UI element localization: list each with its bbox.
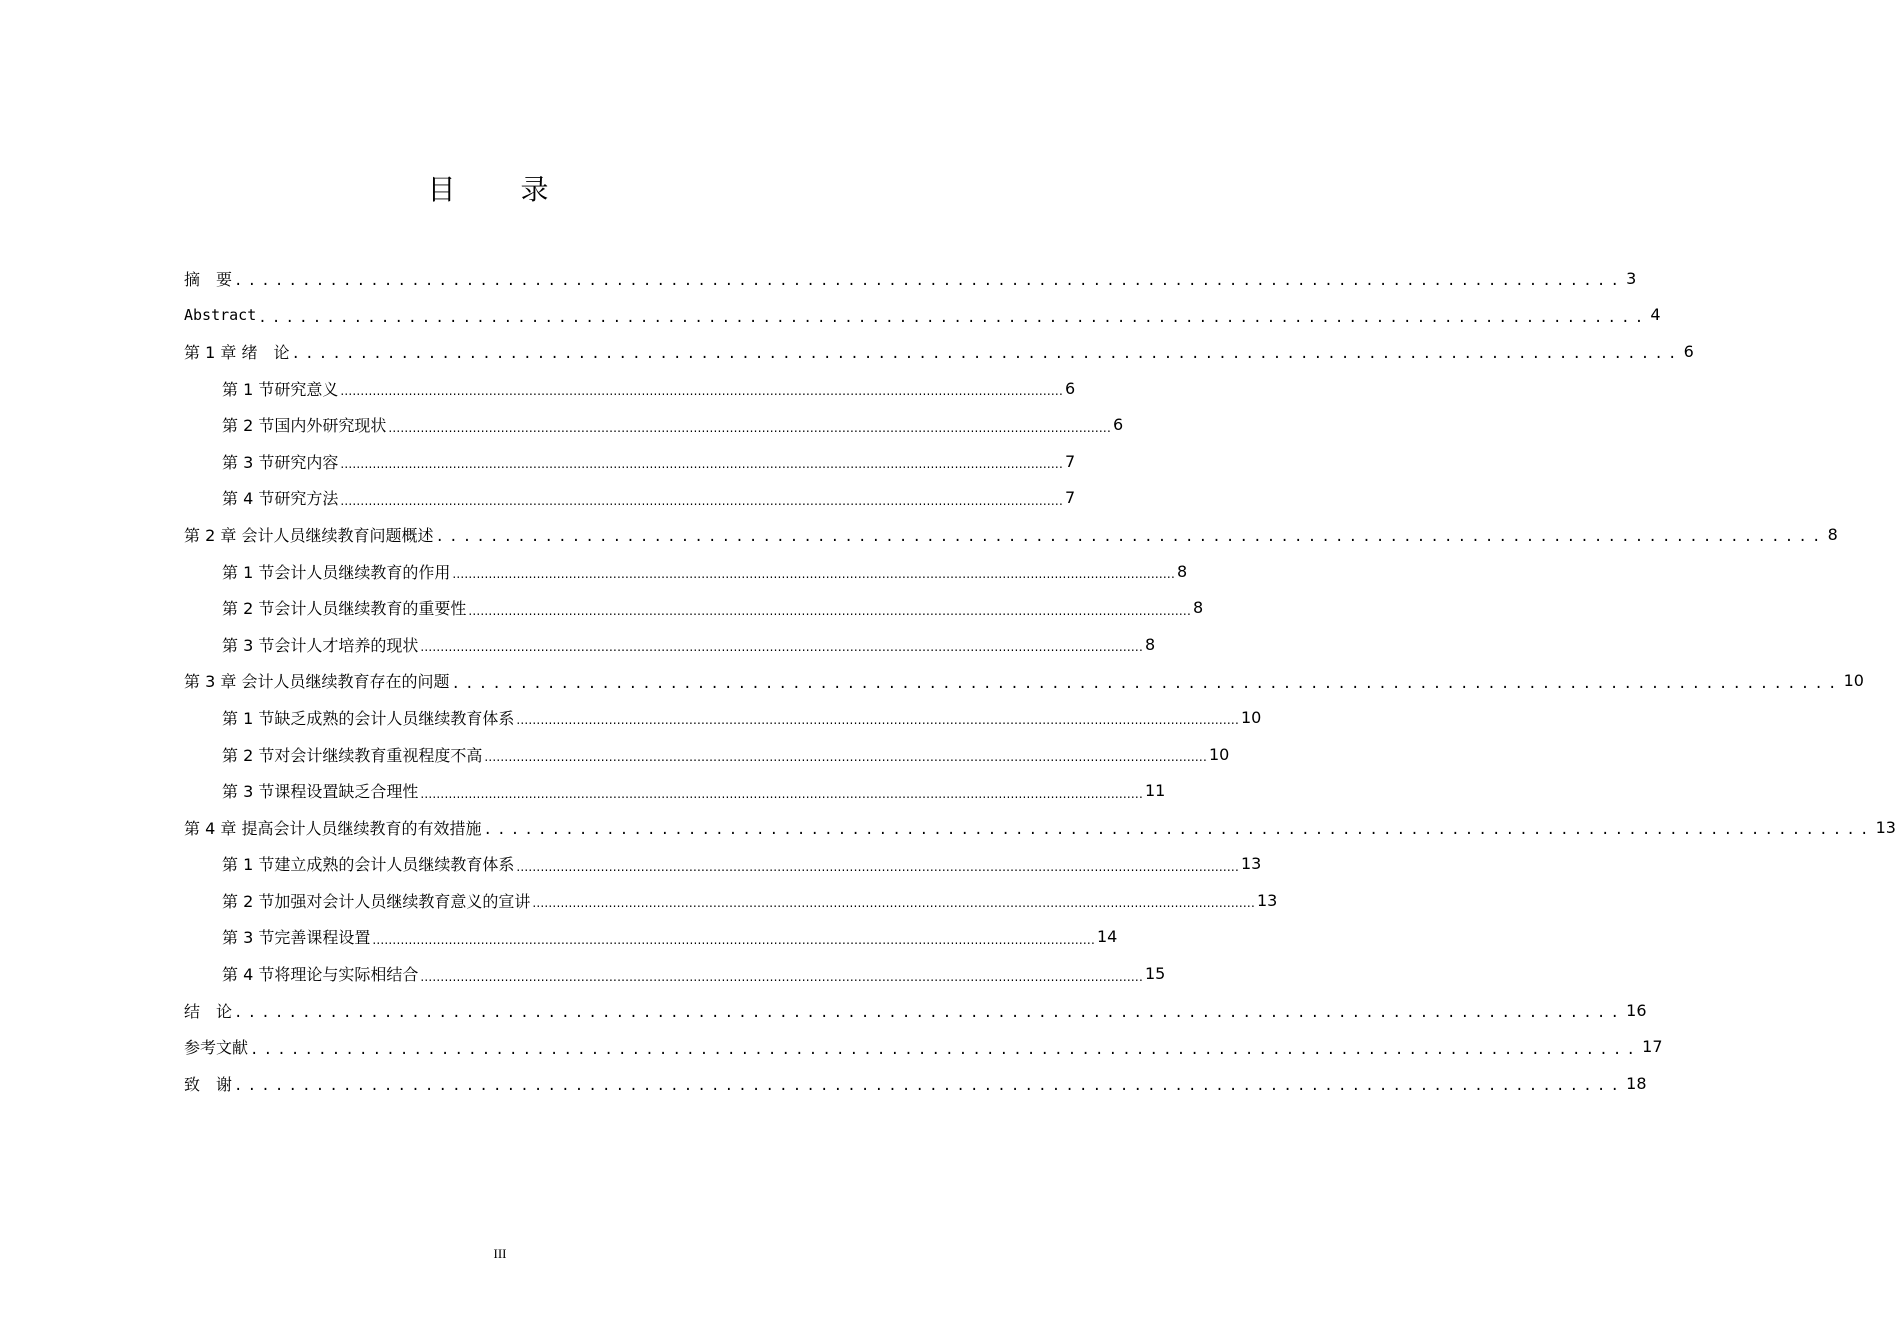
- toc-entry-page: 8: [1192, 598, 1204, 618]
- toc-section-entry[interactable]: [184, 699, 1262, 736]
- toc-entry-page: 7: [1064, 488, 1076, 508]
- toc-dot-leader: ....................................................................................................................................................................................: [340, 384, 1063, 399]
- toc-dot-leader: ....................................................................................................................................................................................: [420, 640, 1143, 655]
- toc-dot-leader: ......................................................................................................: [483, 822, 1874, 839]
- toc-entry-label: 第 1 章 绪 论: [184, 342, 290, 362]
- toc-chapter-entry[interactable]: [184, 663, 1864, 700]
- toc-dot-leader: ......................................................................................................: [234, 273, 1625, 290]
- toc-dot-leader: ......................................................................................................: [451, 675, 1842, 692]
- toc-entry-page: 8: [1144, 634, 1156, 654]
- toc-section-entry[interactable]: [184, 882, 1278, 919]
- toc-dot-leader: ......................................................................................................: [258, 309, 1649, 326]
- toc-entry-label: 第 2 节会计人员继续教育的重要性: [222, 599, 467, 619]
- toc-entry-page: 6: [1112, 415, 1124, 435]
- toc-entry-page: 11: [1144, 781, 1166, 801]
- toc-entry-page: 13: [1256, 890, 1278, 910]
- toc-dot-leader: ....................................................................................................................................................................................: [484, 750, 1207, 765]
- toc-entry-page: 6: [1064, 378, 1076, 398]
- toc-entry-label: 第 1 节缺乏成熟的会计人员继续教育体系: [222, 708, 515, 728]
- toc-dot-leader: ....................................................................................................................................................................................: [532, 896, 1255, 911]
- toc-section-entry[interactable]: [184, 370, 1076, 407]
- table-of-contents: [184, 260, 1896, 1102]
- toc-entry-page: 10: [1208, 744, 1230, 764]
- toc-entry-page: 13: [1875, 817, 1896, 837]
- toc-entry-page: 10: [1843, 671, 1864, 691]
- toc-section-entry[interactable]: [184, 589, 1204, 626]
- toc-entry-label: 摘 要: [184, 269, 233, 289]
- toc-dot-leader: ......................................................................................................: [291, 346, 1682, 363]
- toc-entry-label: 第 3 节研究内容: [222, 452, 339, 472]
- toc-entry-label: 第 4 节将理论与实际相结合: [222, 965, 419, 985]
- toc-entry-page: 13: [1240, 854, 1262, 874]
- toc-entry-page: 15: [1144, 964, 1166, 984]
- toc-entry-label: 第 3 节完善课程设置: [222, 928, 371, 948]
- toc-entry-label: 第 1 节建立成熟的会计人员继续教育体系: [222, 855, 515, 875]
- toc-entry-page: 4: [1650, 305, 1661, 325]
- toc-dot-leader: ....................................................................................................................................................................................: [516, 713, 1239, 728]
- toc-entry-label: 第 2 节加强对会计人员继续教育意义的宣讲: [222, 891, 531, 911]
- toc-entry-page: 6: [1683, 341, 1694, 361]
- toc-chapter-entry[interactable]: [184, 333, 1694, 370]
- toc-entry-page: 3: [1626, 268, 1637, 288]
- toc-dot-leader: ....................................................................................................................................................................................: [420, 786, 1143, 801]
- toc-section-entry[interactable]: [184, 553, 1188, 590]
- toc-section-entry[interactable]: [184, 772, 1166, 809]
- toc-chapter-entry[interactable]: [184, 516, 1838, 553]
- toc-dot-leader: ....................................................................................................................................................................................: [388, 420, 1111, 435]
- toc-chapter-entry[interactable]: [184, 992, 1647, 1029]
- toc-entry-page: 8: [1827, 524, 1838, 544]
- toc-section-entry[interactable]: [184, 955, 1166, 992]
- toc-section-entry[interactable]: [184, 736, 1230, 773]
- toc-entry-page: 14: [1096, 927, 1118, 947]
- toc-dot-leader: ....................................................................................................................................................................................: [516, 859, 1239, 874]
- toc-entry-label: 第 1 节研究意义: [222, 379, 339, 399]
- toc-entry-page: 17: [1642, 1037, 1663, 1057]
- toc-entry-page: 7: [1064, 451, 1076, 471]
- toc-section-entry[interactable]: [184, 626, 1156, 663]
- toc-entry-label: 第 1 节会计人员继续教育的作用: [222, 562, 451, 582]
- toc-dot-leader: ....................................................................................................................................................................................: [420, 969, 1143, 984]
- toc-dot-leader: ......................................................................................................: [234, 1078, 1625, 1095]
- toc-entry-label: 第 3 节会计人才培养的现状: [222, 635, 419, 655]
- toc-chapter-entry[interactable]: [184, 1028, 1663, 1065]
- toc-entry-label: 第 3 章 会计人员继续教育存在的问题: [184, 672, 450, 692]
- toc-dot-leader: ......................................................................................................: [435, 529, 1826, 546]
- toc-dot-leader: ......................................................................................................: [250, 1041, 1641, 1058]
- toc-entry-label: 第 2 节国内外研究现状: [222, 416, 387, 436]
- toc-chapter-entry[interactable]: [184, 1065, 1647, 1102]
- toc-entry-label: 第 4 章 提高会计人员继续教育的有效措施: [184, 818, 482, 838]
- toc-entry-page: 18: [1626, 1073, 1647, 1093]
- toc-entry-page: 16: [1626, 1000, 1647, 1020]
- toc-entry-page: 10: [1240, 707, 1262, 727]
- toc-dot-leader: ....................................................................................................................................................................................: [340, 493, 1063, 508]
- toc-entry-label: 第 4 节研究方法: [222, 489, 339, 509]
- toc-chapter-entry[interactable]: [184, 260, 1637, 297]
- toc-entry-label: Abstract: [184, 305, 257, 324]
- toc-chapter-entry[interactable]: [184, 297, 1661, 334]
- toc-entry-label: 第 2 节对会计继续教育重视程度不高: [222, 745, 483, 765]
- toc-dot-leader: ....................................................................................................................................................................................: [340, 457, 1063, 472]
- toc-section-entry[interactable]: [184, 480, 1076, 517]
- toc-dot-leader: ......................................................................................................: [234, 1005, 1625, 1022]
- toc-entry-label: 致 谢: [184, 1074, 233, 1094]
- toc-entry-page: 8: [1176, 561, 1188, 581]
- toc-entry-label: 第 2 章 会计人员继续教育问题概述: [184, 525, 434, 545]
- toc-chapter-entry[interactable]: [184, 809, 1896, 846]
- toc-dot-leader: ....................................................................................................................................................................................: [372, 932, 1095, 947]
- toc-section-entry[interactable]: [184, 443, 1076, 480]
- toc-section-entry[interactable]: [184, 919, 1118, 956]
- toc-dot-leader: ....................................................................................................................................................................................: [468, 603, 1191, 618]
- toc-entry-label: 结 论: [184, 1001, 233, 1021]
- toc-entry-label: 第 3 节课程设置缺乏合理性: [222, 782, 419, 802]
- toc-entry-label: 参考文献: [184, 1038, 249, 1058]
- page-number: III: [493, 1246, 507, 1261]
- toc-section-entry[interactable]: [184, 846, 1262, 883]
- toc-dot-leader: ....................................................................................................................................................................................: [452, 567, 1175, 582]
- page-title: 目 录: [427, 173, 577, 206]
- toc-section-entry[interactable]: [184, 406, 1124, 443]
